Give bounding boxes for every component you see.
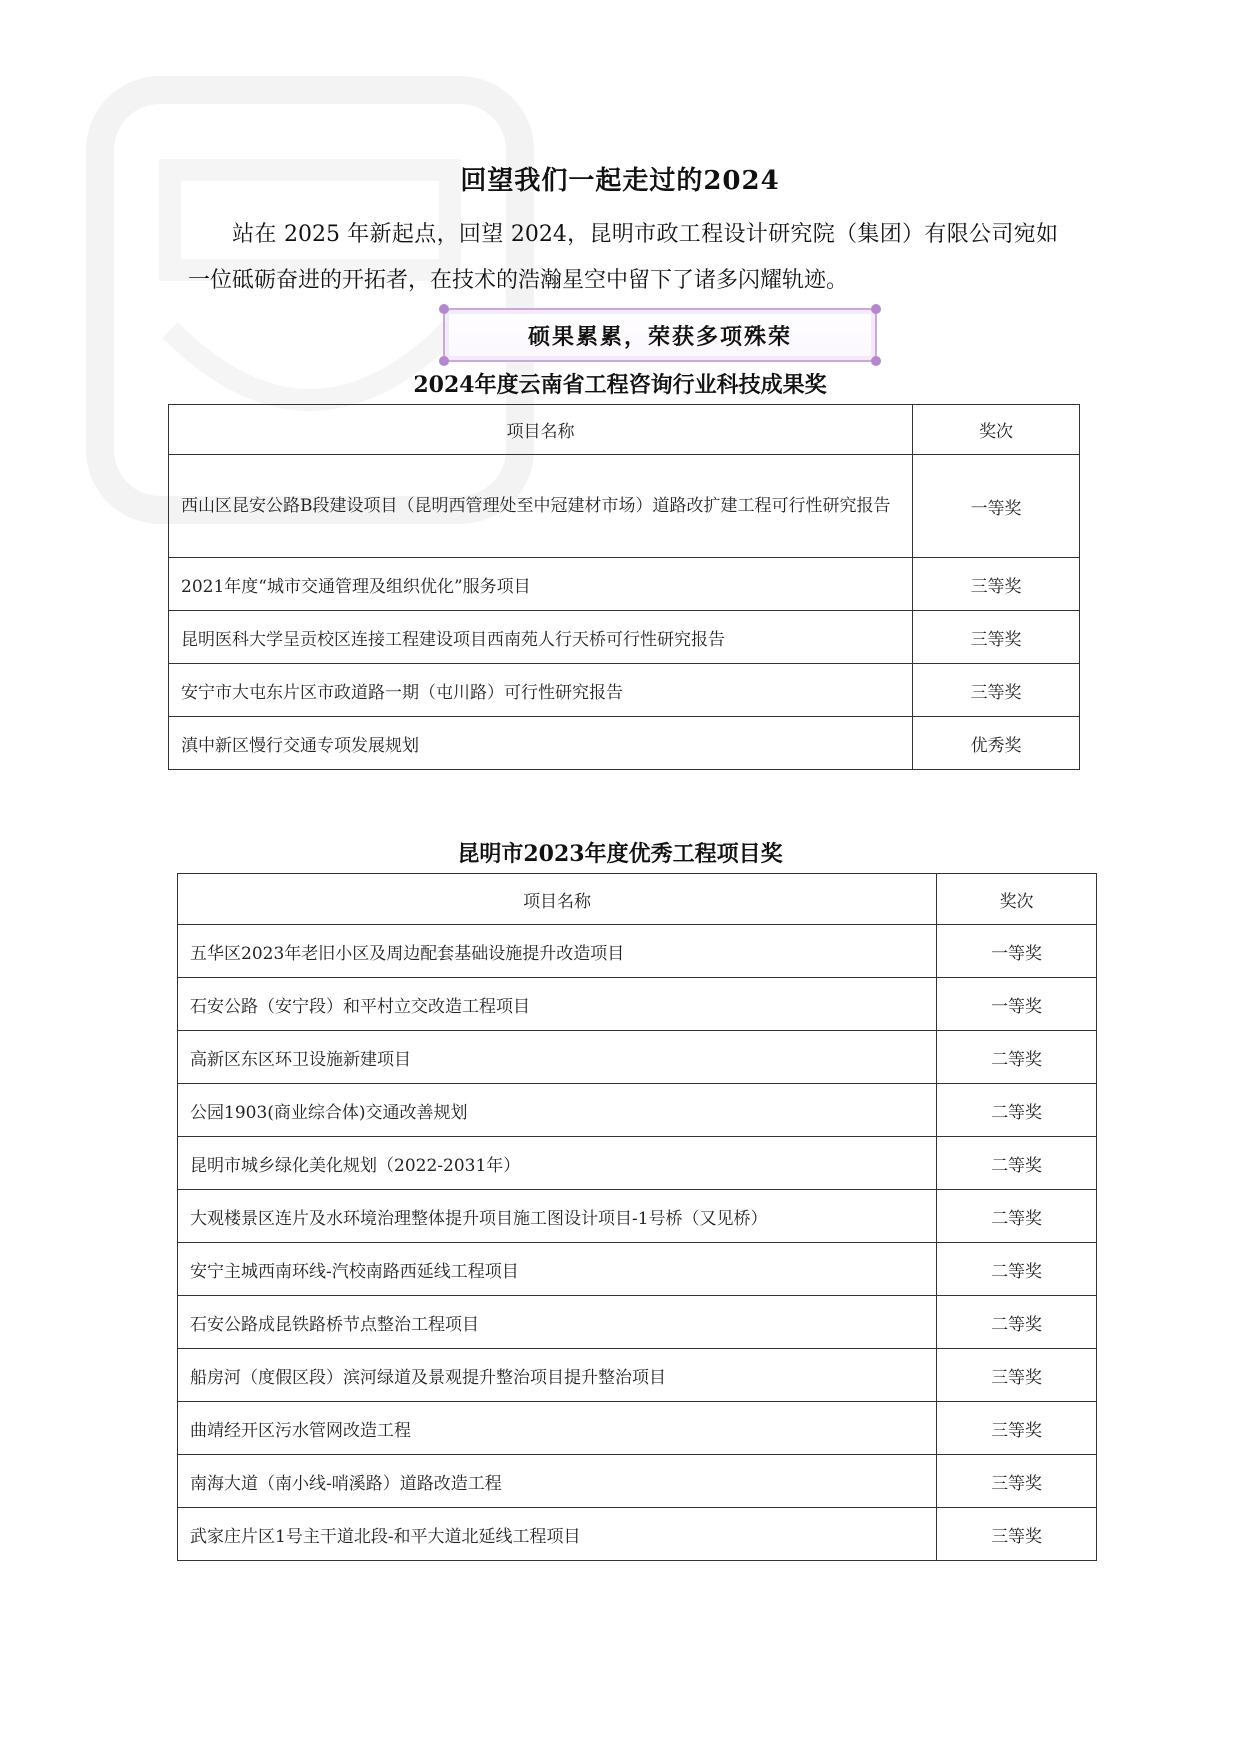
project-name-cell: 西山区昆安公路B段建设项目（昆明西管理处至中冠建材市场）道路改扩建工程可行性研究报告: [169, 455, 913, 558]
table-row: [178, 978, 1097, 1031]
table1-title: 2024年度云南省工程咨询行业科技成果奖: [413, 372, 827, 398]
page-title: 回望我们一起走过的2024: [460, 166, 780, 196]
banner-dot-icon: [439, 356, 449, 366]
project-name-cell: 武家庄片区1号主干道北段-和平大道北延线工程项目: [178, 1508, 937, 1561]
table-row: [178, 1349, 1097, 1402]
table-row: [178, 1455, 1097, 1508]
table-row: [169, 664, 1080, 717]
project-name-cell: 安宁主城西南环线-汽校南路西延线工程项目: [178, 1243, 937, 1296]
table-header-row: [178, 874, 1097, 925]
prize-cell: 二等奖: [937, 1296, 1097, 1349]
table-header-row: [169, 405, 1080, 455]
header-prize: 奖次: [937, 874, 1097, 925]
table-row: [178, 1296, 1097, 1349]
table-row: [178, 925, 1097, 978]
banner-dot-icon: [871, 304, 881, 314]
table-row: [178, 1084, 1097, 1137]
prize-cell: 二等奖: [937, 1243, 1097, 1296]
table-row: [178, 1243, 1097, 1296]
prize-cell: 三等奖: [937, 1508, 1097, 1561]
prize-cell: 二等奖: [937, 1031, 1097, 1084]
project-name-cell: 高新区东区环卫设施新建项目: [178, 1031, 937, 1084]
prize-cell: 一等奖: [937, 978, 1097, 1031]
project-name-cell: 公园1903(商业综合体)交通改善规划: [178, 1084, 937, 1137]
table-row: [178, 1137, 1097, 1190]
header-project-name: 项目名称: [178, 874, 937, 925]
prize-cell: 二等奖: [937, 1137, 1097, 1190]
project-name-cell: 滇中新区慢行交通专项发展规划: [169, 717, 913, 770]
table-row: [169, 717, 1080, 770]
project-name-cell: 船房河（度假区段）滨河绿道及景观提升整治项目提升整治项目: [178, 1349, 937, 1402]
prize-cell: 三等奖: [913, 611, 1080, 664]
banner-text: 硕果累累，荣获多项殊荣: [527, 323, 792, 350]
prize-cell: 二等奖: [937, 1084, 1097, 1137]
header-project-name: 项目名称: [169, 405, 913, 455]
table-row: [169, 558, 1080, 611]
prize-cell: 一等奖: [937, 925, 1097, 978]
project-name-cell: 2021年度“城市交通管理及组织优化”服务项目: [169, 558, 913, 611]
prize-cell: 三等奖: [937, 1402, 1097, 1455]
table-row: [169, 611, 1080, 664]
banner-dot-icon: [871, 356, 881, 366]
award-table-municipal: [177, 873, 1097, 1561]
project-name-cell: 石安公路成昆铁路桥节点整治工程项目: [178, 1296, 937, 1349]
project-name-cell: 南海大道（南小线-哨溪路）道路改造工程: [178, 1455, 937, 1508]
project-name-cell: 大观楼景区连片及水环境治理整体提升项目施工图设计项目-1号桥（又见桥）: [178, 1190, 937, 1243]
banner-dot-icon: [439, 304, 449, 314]
prize-cell: 三等奖: [913, 664, 1080, 717]
table-row: [178, 1402, 1097, 1455]
project-name-cell: 昆明医科大学呈贡校区连接工程建设项目西南苑人行天桥可行性研究报告: [169, 611, 913, 664]
prize-cell: 三等奖: [937, 1349, 1097, 1402]
table-row: [178, 1190, 1097, 1243]
project-name-cell: 安宁市大屯东片区市政道路一期（屯川路）可行性研究报告: [169, 664, 913, 717]
section-banner: [443, 308, 877, 362]
prize-cell: 二等奖: [937, 1190, 1097, 1243]
project-name-cell: 五华区2023年老旧小区及周边配套基础设施提升改造项目: [178, 925, 937, 978]
prize-cell: 优秀奖: [913, 717, 1080, 770]
project-name-cell: 昆明市城乡绿化美化规划（2022-2031年）: [178, 1137, 937, 1190]
table-row: [178, 1508, 1097, 1561]
intro-paragraph: 站在 2025 年新起点，回望 2024，昆明市政工程设计研究院（集团）有限公司宛如一位砥砺奋进的开拓者，在技术的浩瀚星空中留下了诸多闪耀轨迹。: [188, 222, 1058, 293]
header-prize: 奖次: [913, 405, 1080, 455]
table-row: [178, 1031, 1097, 1084]
table-row: [169, 455, 1080, 558]
project-name-cell: 石安公路（安宁段）和平村立交改造工程项目: [178, 978, 937, 1031]
award-table-provincial: [168, 404, 1080, 770]
project-name-cell: 曲靖经开区污水管网改造工程: [178, 1402, 937, 1455]
prize-cell: 一等奖: [913, 455, 1080, 558]
prize-cell: 三等奖: [937, 1455, 1097, 1508]
prize-cell: 三等奖: [913, 558, 1080, 611]
table2-title: 昆明市2023年度优秀工程项目奖: [457, 841, 783, 867]
